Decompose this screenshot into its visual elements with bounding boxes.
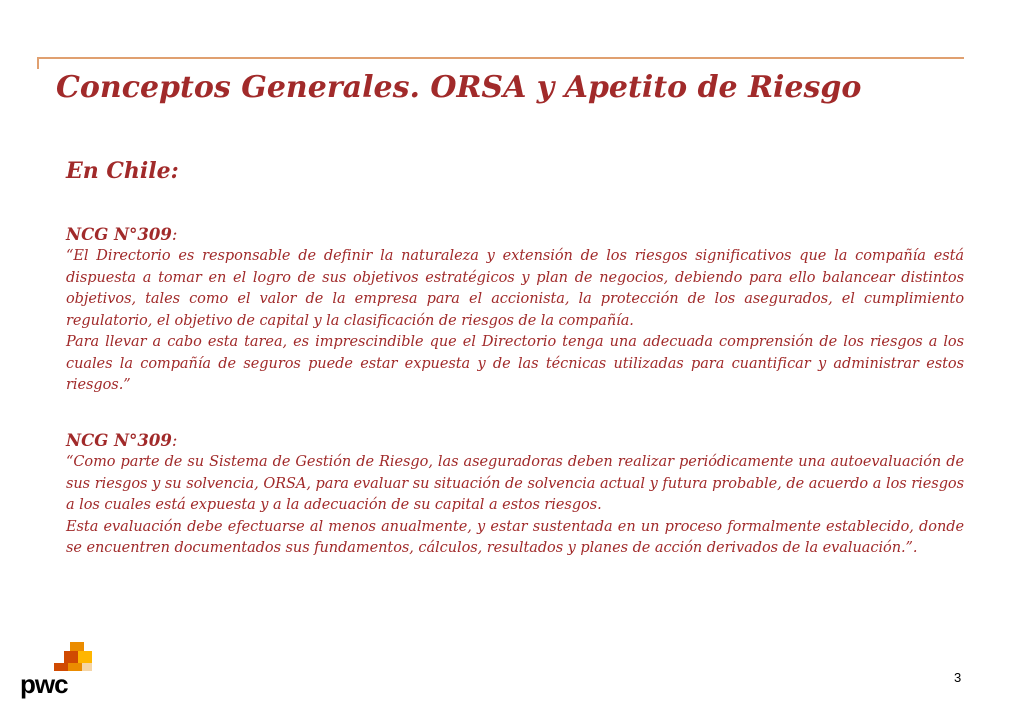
slide-title: Conceptos Generales. ORSA y Apetito de Riesgo <box>56 70 862 105</box>
top-rule <box>37 57 964 59</box>
heading-colon: : <box>171 431 178 450</box>
section-heading <box>66 224 964 246</box>
regulation-section-1 <box>66 224 964 397</box>
page-number: 3 <box>954 670 962 685</box>
section-heading <box>66 430 964 452</box>
slide-subtitle: En Chile: <box>66 158 179 184</box>
regulation-reference: NCG N°309 <box>66 431 172 450</box>
quote-paragraph: “Como parte de su Sistema de Gestión de Riesgo, las aseguradoras deben realizar periódicamente una autoevaluación de sus riesgos y su solvencia, ORSA, para evaluar su situación de solvencia actual y futura probable, de acuerdo a los riesgos a los cuales está expuesta y a la adecuación de su capital a estos riesgos. <box>66 454 964 513</box>
regulation-reference: NCG N°309 <box>66 225 172 244</box>
heading-colon: : <box>171 225 178 244</box>
quote-paragraph: Para llevar a cabo esta tarea, es imprescindible que el Directorio tenga una adecuada comprensión de los riesgos a los cuales la compañía de seguros puede estar expuesta y de las técnicas utilizadas para cuantificar y administrar estos riesgos.” <box>66 334 964 393</box>
quote-paragraph: Esta evaluación debe efectuarse al menos anualmente, y estar sustentada en un proceso formalmente establecido, donde se encuentren documentados sus fundamentos, cálculos, resultados y planes de acción derivados de la evaluación.”. <box>66 518 964 556</box>
pwc-logo-text: pwc <box>20 669 68 699</box>
pwc-logo <box>18 640 108 700</box>
regulation-section-2 <box>66 430 964 560</box>
top-rule-tick <box>37 57 39 69</box>
quote-paragraph: “El Directorio es responsable de definir la naturaleza y extensión de los riesgos significativos que la compañía está dispuesta a tomar en el logro de sus objetivos estratégicos y plan de negocios, debiendo para ello balancear distintos objetivos, tales como el valor de la empresa para el accionista, la protección de los asegurados, el cumplimiento regulatorio, el objetivo de capital y la clasificación de riesgos de la compañía. <box>66 248 964 329</box>
